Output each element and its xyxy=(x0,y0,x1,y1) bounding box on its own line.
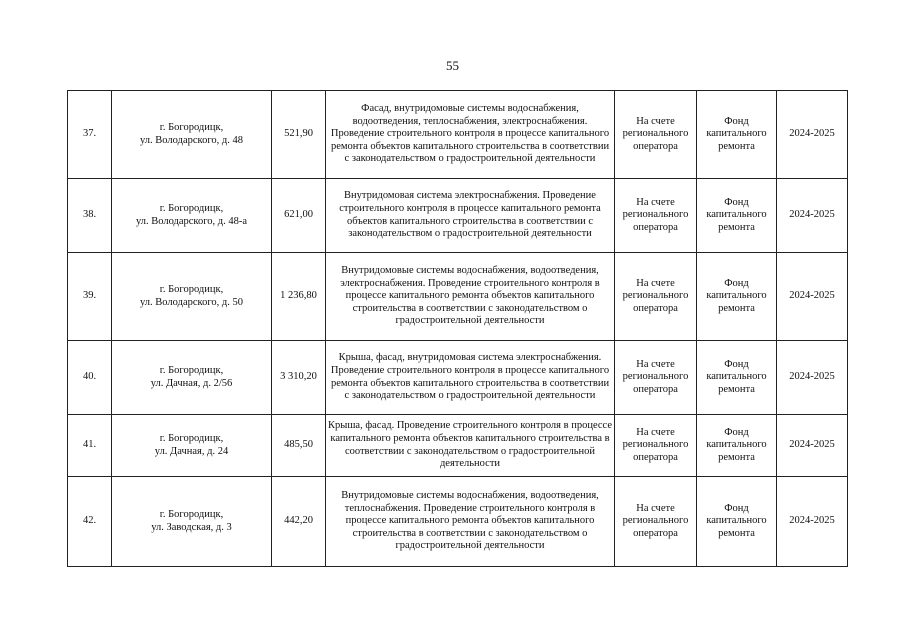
fund-line: ремонта xyxy=(718,451,755,463)
period-cell: 2024-2025 xyxy=(777,253,848,341)
row-number: 38. xyxy=(68,179,112,253)
fund-line: капитального xyxy=(706,515,767,527)
row-number: 39. xyxy=(68,253,112,341)
address-cell xyxy=(112,477,272,567)
period-cell: 2024-2025 xyxy=(777,91,848,179)
fund-line: Фонд xyxy=(724,502,749,514)
fund-cell xyxy=(697,341,777,415)
fund-line: капитального xyxy=(706,209,767,221)
address-street: ул. Володарского, д. 50 xyxy=(140,296,243,308)
row-number: 42. xyxy=(68,477,112,567)
fund-line: Фонд xyxy=(724,358,749,370)
funding-source-line: На счете xyxy=(636,426,675,438)
address-city: г. Богородицк, xyxy=(159,364,224,376)
funding-source-line: оператора xyxy=(633,221,678,233)
funding-source-line: оператора xyxy=(633,383,678,395)
address-cell xyxy=(112,341,272,415)
funding-source-cell xyxy=(615,179,697,253)
fund-cell xyxy=(697,415,777,477)
funding-source-line: оператора xyxy=(633,527,678,539)
fund-line: капитального xyxy=(706,290,767,302)
address-street: ул. Володарского, д. 48-а xyxy=(135,215,248,227)
works-description: Внутридомовая система электроснабжения. Проведение строительного контроля в процессе капитального ремонта объектов капитального строительства в соответствии с законодательством о градостроительной деятельности xyxy=(326,179,615,253)
address-street: ул. Володарского, д. 48 xyxy=(140,134,243,146)
address-city: г. Богородицк, xyxy=(159,432,224,444)
fund-line: ремонта xyxy=(718,383,755,395)
works-description: Внутридомовые системы водоснабжения, водоотведения, теплоснабжения. Проведение строительного контроля в процессе капитального ремонта объектов капитального строительства в соответствии с законодательством о градостроительной деятельности xyxy=(326,477,615,567)
address-cell xyxy=(112,91,272,179)
funding-source-line: На счете xyxy=(636,196,675,208)
funding-source-line: регионального xyxy=(622,439,689,451)
area-cell: 1 236,80 xyxy=(272,253,326,341)
funding-source-line: регионального xyxy=(622,209,689,221)
funding-source-line: оператора xyxy=(633,302,678,314)
funding-source-line: оператора xyxy=(633,451,678,463)
address-cell xyxy=(112,253,272,341)
funding-source-line: регионального xyxy=(622,290,689,302)
address-street: ул. Заводская, д. 3 xyxy=(151,521,232,533)
fund-line: ремонта xyxy=(718,140,755,152)
period-cell: 2024-2025 xyxy=(777,341,848,415)
address-street: ул. Дачная, д. 24 xyxy=(154,445,229,457)
funding-source-cell xyxy=(615,91,697,179)
funding-source-cell xyxy=(615,253,697,341)
repair-program-table xyxy=(67,90,848,567)
table-row xyxy=(68,341,848,415)
area-cell: 442,20 xyxy=(272,477,326,567)
fund-line: ремонта xyxy=(718,527,755,539)
fund-cell xyxy=(697,253,777,341)
funding-source-line: регионального xyxy=(622,371,689,383)
fund-line: ремонта xyxy=(718,221,755,233)
fund-cell xyxy=(697,477,777,567)
period-cell: 2024-2025 xyxy=(777,179,848,253)
fund-line: капитального xyxy=(706,439,767,451)
funding-source-line: оператора xyxy=(633,140,678,152)
row-number: 40. xyxy=(68,341,112,415)
funding-source-line: регионального xyxy=(622,128,689,140)
funding-source-cell xyxy=(615,341,697,415)
area-cell: 521,90 xyxy=(272,91,326,179)
fund-cell xyxy=(697,179,777,253)
fund-line: Фонд xyxy=(724,196,749,208)
table-row xyxy=(68,179,848,253)
funding-source-cell xyxy=(615,415,697,477)
page-number: 55 xyxy=(446,58,459,73)
works-description: Внутридомовые системы водоснабжения, водоотведения, электроснабжения. Проведение строительного контроля в процессе капитального ремонта объектов капитального строительства в соответствии с законодательством о градостроительной деятельности xyxy=(326,253,615,341)
address-cell xyxy=(112,179,272,253)
address-city: г. Богородицк, xyxy=(159,202,224,214)
area-cell: 621,00 xyxy=(272,179,326,253)
funding-source-line: На счете xyxy=(636,277,675,289)
works-description: Фасад, внутридомовые системы водоснабжения, водоотведения, теплоснабжения, электроснабжения. Проведение строительного контроля в процессе капитального ремонта объектов капитального строительства в соответствии с законодательством о градостроительной деятельности xyxy=(326,91,615,179)
funding-source-cell xyxy=(615,477,697,567)
address-cell xyxy=(112,415,272,477)
works-description: Крыша, фасад, внутридомовая система электроснабжения. Проведение строительного контроля в процессе капитального ремонта объектов капитального строительства в соответствии с законодательством о градостроительной деятельности xyxy=(326,341,615,415)
fund-line: Фонд xyxy=(724,426,749,438)
address-street: ул. Дачная, д. 2/56 xyxy=(150,377,233,389)
table-row xyxy=(68,477,848,567)
funding-source-line: регионального xyxy=(622,515,689,527)
fund-line: капитального xyxy=(706,371,767,383)
address-city: г. Богородицк, xyxy=(159,283,224,295)
funding-source-line: На счете xyxy=(636,502,675,514)
area-cell: 3 310,20 xyxy=(272,341,326,415)
funding-source-line: На счете xyxy=(636,115,675,127)
row-number: 37. xyxy=(68,91,112,179)
address-city: г. Богородицк, xyxy=(159,121,224,133)
period-cell: 2024-2025 xyxy=(777,477,848,567)
address-city: г. Богородицк, xyxy=(159,508,224,520)
period-cell: 2024-2025 xyxy=(777,415,848,477)
fund-line: Фонд xyxy=(724,277,749,289)
fund-line: Фонд xyxy=(724,115,749,127)
fund-cell xyxy=(697,91,777,179)
table-row xyxy=(68,415,848,477)
area-cell: 485,50 xyxy=(272,415,326,477)
table-row xyxy=(68,253,848,341)
table-row xyxy=(68,91,848,179)
fund-line: ремонта xyxy=(718,302,755,314)
works-description: Крыша, фасад. Проведение строительного контроля в процессе капитального ремонта объектов капитального строительства в соответствии с законодательством о градостроительной деятельности xyxy=(326,415,615,477)
row-number: 41. xyxy=(68,415,112,477)
fund-line: капитального xyxy=(706,128,767,140)
funding-source-line: На счете xyxy=(636,358,675,370)
